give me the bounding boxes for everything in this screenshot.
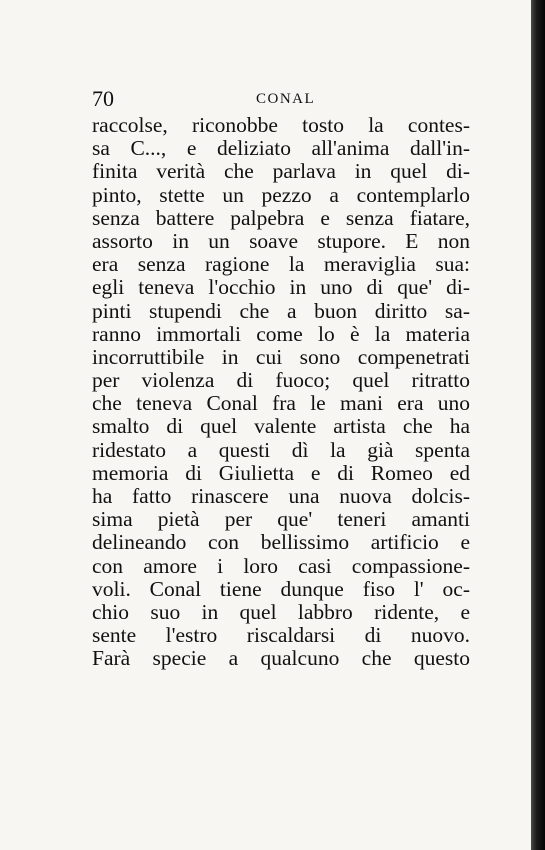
text-line: voli. Conal tiene dunque fiso l' oc- (92, 576, 470, 601)
text-line: finita verità che parlava in quel di- (92, 159, 470, 184)
text-line: ha fatto rinascere una nuova dolcis- (92, 484, 470, 508)
text-line: senza battere palpebra e senza fiatare, (92, 205, 470, 230)
text-line: era senza ragione la meraviglia sua: (92, 252, 470, 277)
text-line: per violenza di fuoco; quel ritratto (92, 368, 470, 393)
text-line: delineando con bellissimo artificio e (92, 530, 470, 555)
text-line: raccolse, riconobbe tosto la contes- (92, 113, 470, 137)
page-number: 70 (92, 86, 114, 111)
text-line: incorruttibile in cui sono compenetrati (92, 344, 470, 369)
text-line: ridestato a questi dì la già spenta (92, 437, 470, 462)
text-line: sa C..., e deliziato all'anima dall'in- (92, 136, 470, 161)
page-edge-shadow (531, 0, 545, 850)
text-line: egli teneva l'occhio in uno di que' di- (92, 275, 470, 300)
body-text (92, 114, 470, 671)
text-line: smalto di quel valente artista che ha (92, 414, 470, 439)
text-line: che teneva Conal fra le mani era uno (92, 391, 470, 416)
text-line: memoria di Giulietta e di Romeo ed (92, 460, 470, 485)
text-line: con amore i loro casi compassione- (92, 553, 470, 578)
text-line: ranno immortali come lo è la materia (92, 321, 470, 346)
text-line: pinti stupendi che a buon diritto sa- (92, 298, 470, 323)
page-header (90, 86, 470, 112)
text-line: assorto in un soave stupore. E non (92, 228, 470, 253)
text-line: chio suo in quel labbro ridente, e (92, 599, 470, 624)
running-title: CONAL (256, 91, 316, 107)
text-line: sente l'estro riscaldarsi di nuovo. (92, 623, 470, 648)
text-line: Farà specie a qualcuno che questo (92, 646, 470, 671)
text-line: sima pietà per que' teneri amanti (92, 507, 470, 532)
text-line: pinto, stette un pezzo a contemplarlo (92, 182, 470, 207)
